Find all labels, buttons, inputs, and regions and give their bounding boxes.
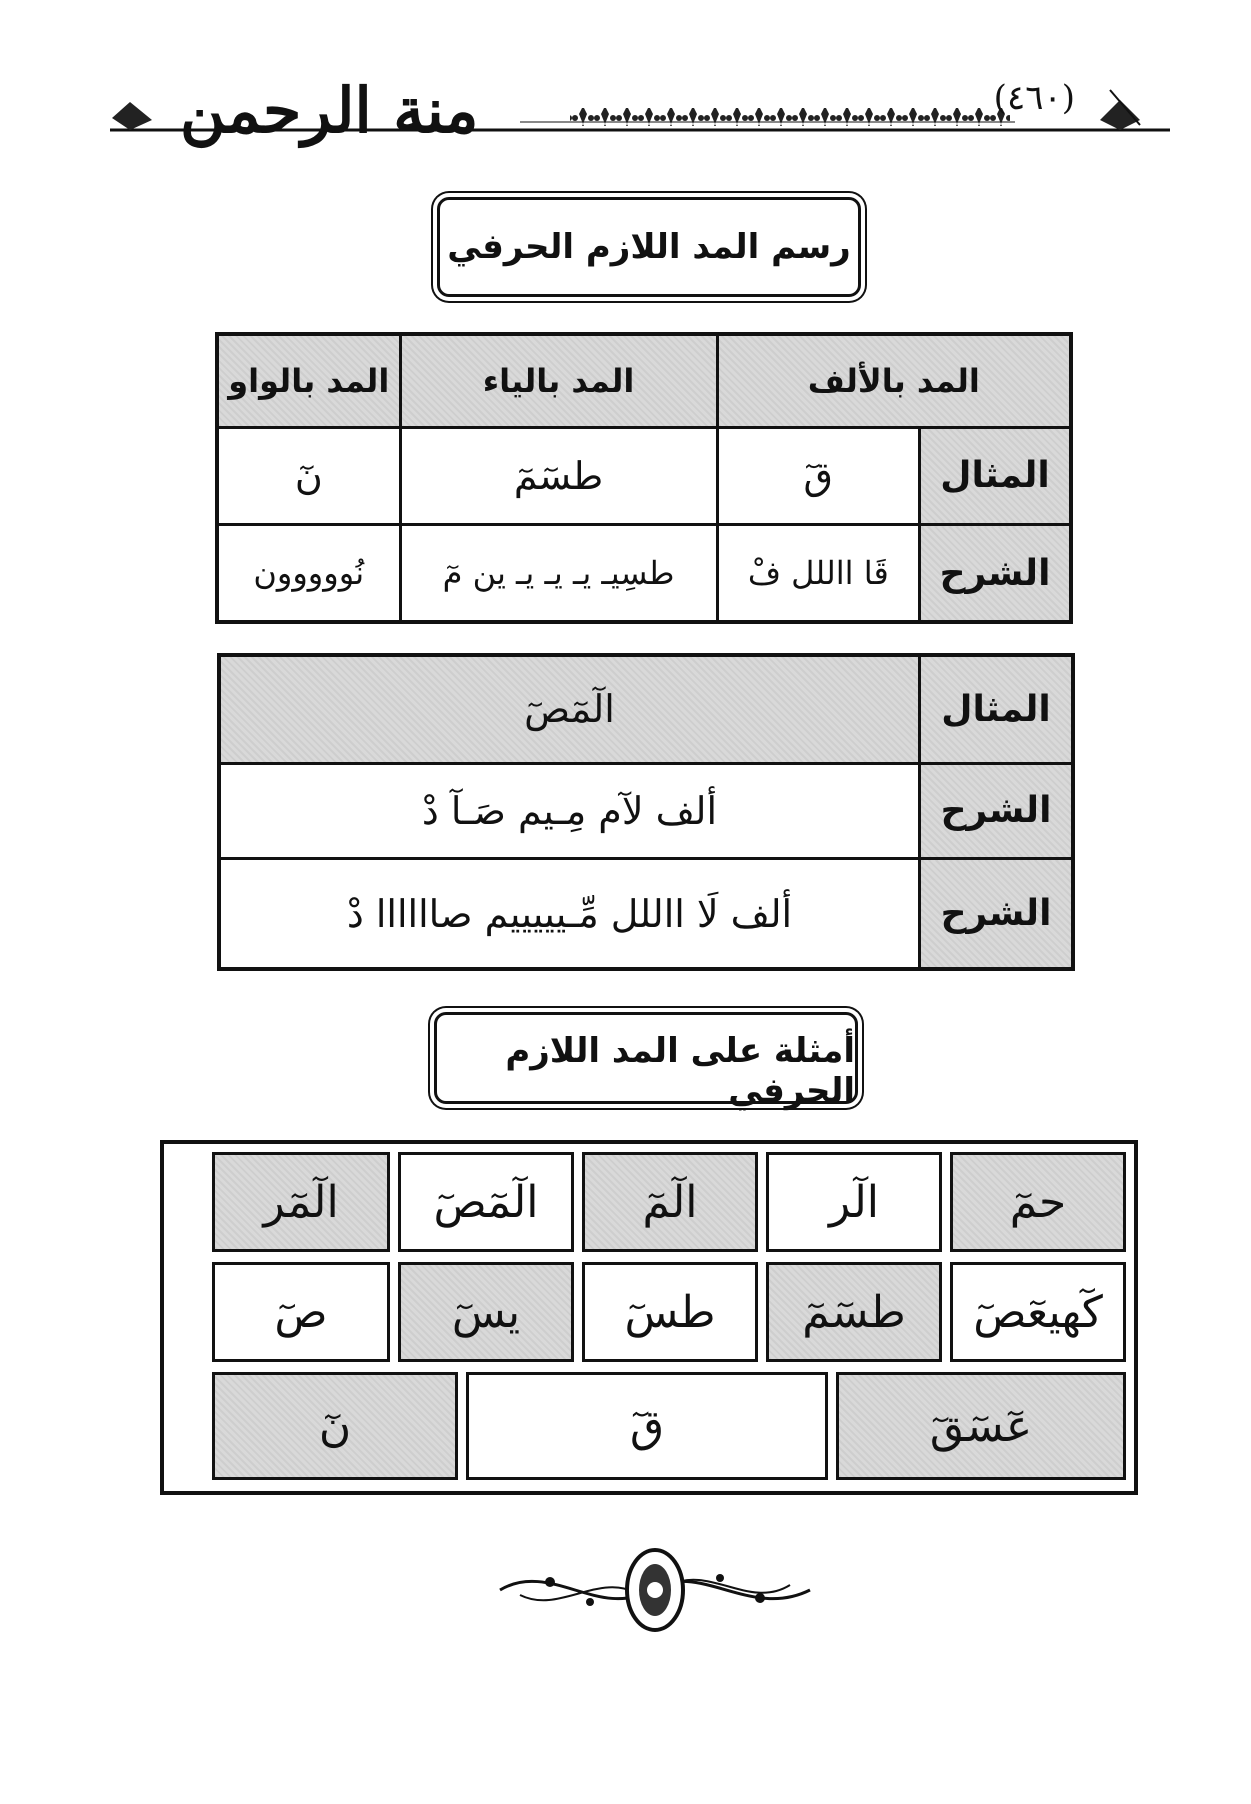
example-cell: قٓ: [466, 1372, 828, 1480]
table-cell: الٓمٓصٓ: [219, 655, 920, 763]
section-title-box: [437, 197, 861, 297]
row-label: المثال: [920, 655, 1074, 763]
section-title: أمثلة على المد اللازم الحرفي: [505, 1031, 855, 1111]
table-cell: قٓ: [717, 427, 919, 524]
example-cell: الٓمٓ: [582, 1152, 758, 1252]
example-cell: نٓ: [212, 1372, 458, 1480]
header-waw: المد بالواو: [217, 334, 400, 427]
row-label: الشرح: [920, 763, 1074, 858]
section-title-box: [434, 1012, 858, 1111]
header-yaa: المد بالياء: [400, 334, 717, 427]
table-cell: ألف لَا االلل مِّـيييييم صاااااا دْ: [219, 859, 920, 969]
book-title: منة الرحمن: [180, 74, 479, 147]
row-label: الشرح: [920, 525, 1072, 622]
examples-grid: [160, 1140, 1138, 1495]
example-cell: حمٓ: [950, 1152, 1126, 1252]
table-cell: طسٓمٓ: [400, 427, 717, 524]
page-header: [110, 70, 1170, 160]
example-cell: عٓسٓقٓ: [836, 1372, 1126, 1480]
example-cell: صٓ: [212, 1262, 390, 1362]
example-cell: كٓهيعٓصٓ: [950, 1262, 1126, 1362]
table-cell: قَا االلل فْ: [717, 525, 919, 622]
example-cell: الٓمٓر: [212, 1152, 390, 1252]
example-cell: طسٓمٓ: [766, 1262, 942, 1362]
table-cell: نُووووون: [217, 525, 400, 622]
example-cell: يسٓ: [398, 1262, 574, 1362]
example-cell: طسٓ: [582, 1262, 758, 1362]
alif-lam-mim-sad-table: [217, 653, 1075, 971]
row-label: المثال: [920, 427, 1072, 524]
header-alif: المد بالألف: [717, 334, 1071, 427]
example-cell: الٓر: [766, 1152, 942, 1252]
example-cell: الٓمٓصٓ: [398, 1152, 574, 1252]
footer-ornament-icon: [490, 1540, 820, 1640]
table-cell: طسِيـ يـ يـ يـ ين مٓ: [400, 525, 717, 622]
madd-types-table: [215, 332, 1073, 624]
row-label: الشرح: [920, 859, 1074, 969]
table-cell: نٓ: [217, 427, 400, 524]
section-title: رسم المد اللازم الحرفي: [447, 227, 851, 267]
page-number: (٤٦٠): [993, 78, 1075, 118]
table-cell: ألف لآم مِـيم صَـآ دْ: [219, 763, 920, 858]
